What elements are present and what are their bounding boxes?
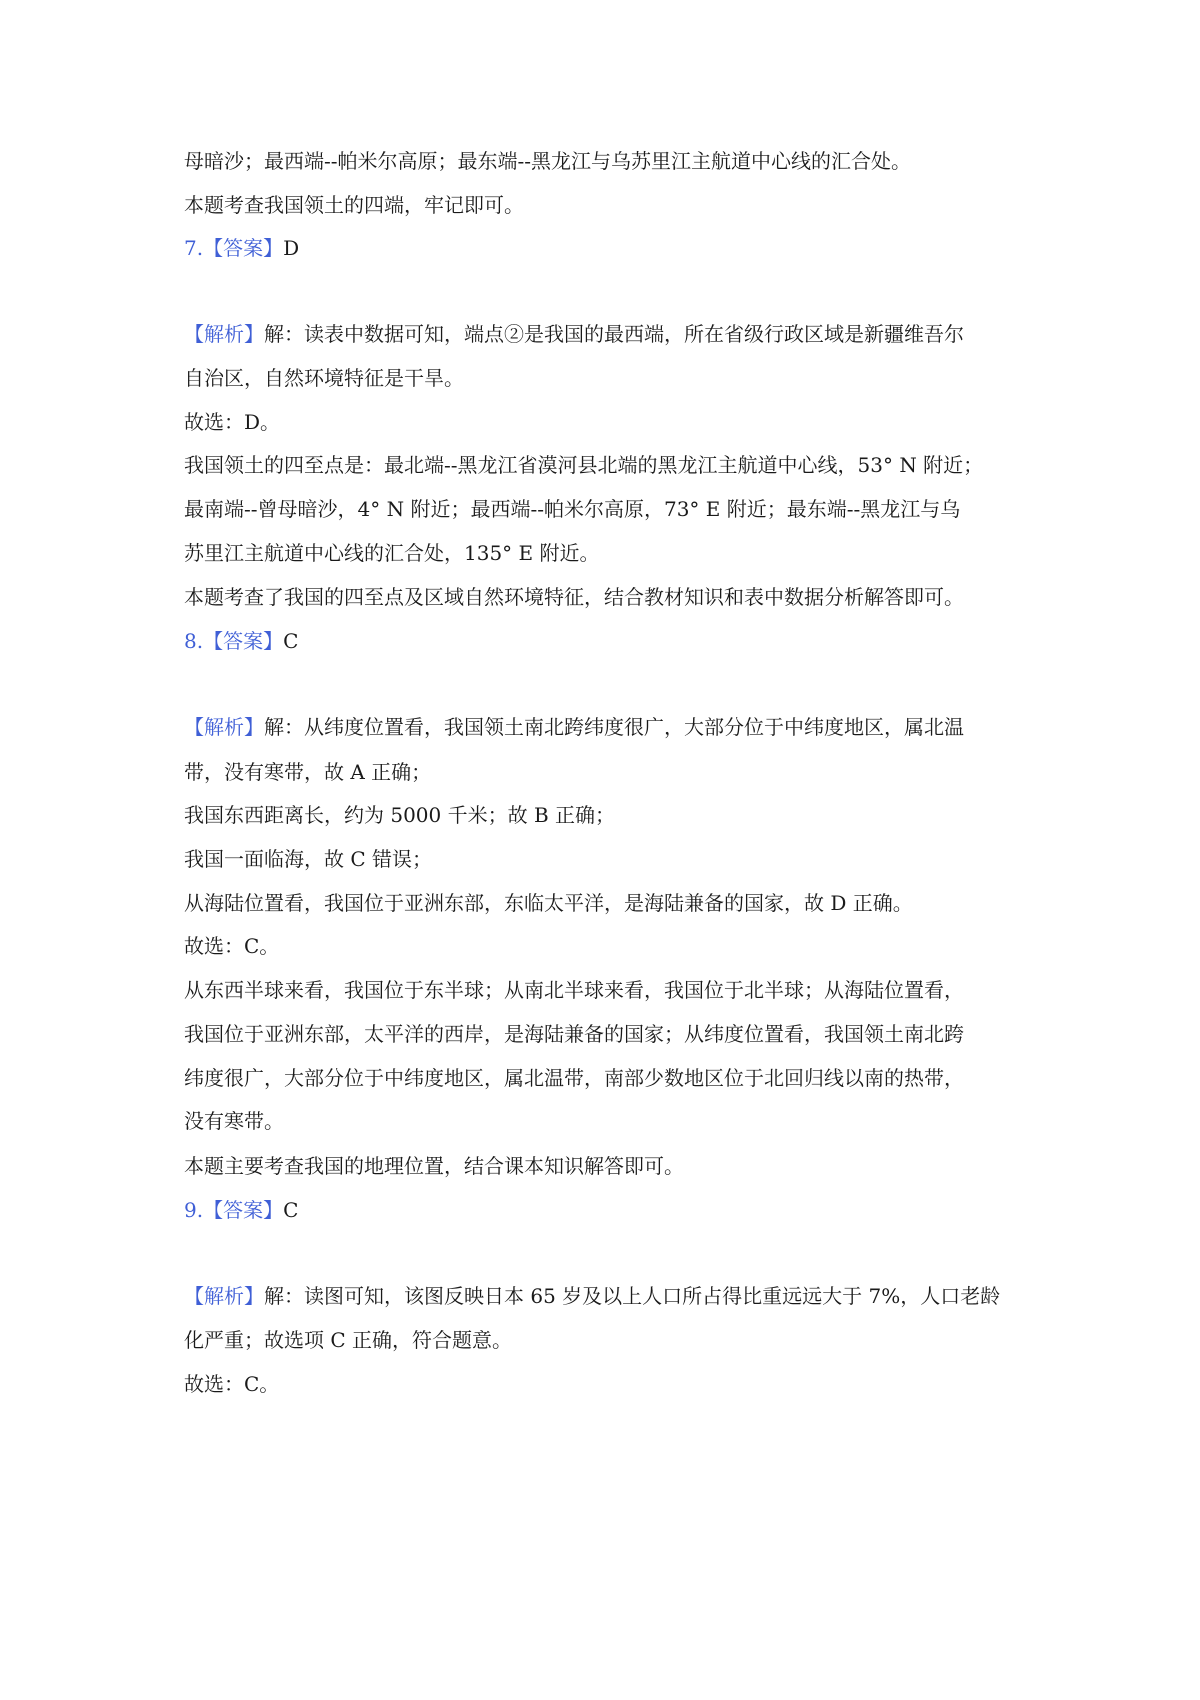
text-line: 我国领土的四至点是：最北端--黑龙江省漠河县北端的黑龙江主航道中心线，53° N 附近； (184, 453, 984, 477)
text-line: 从海陆位置看，我国位于亚洲东部，东临太平洋，是海陆兼备的国家，故 D 正确。 (184, 891, 913, 915)
text-line: 我国东西距离长，约为 5000 千米；故 B 正确； (184, 803, 616, 827)
analysis-text: 解：读表中数据可知，端点②是我国的最西端，所在省级行政区域是新疆维吾尔 (264, 322, 964, 346)
answer-value: C (283, 1198, 299, 1222)
answer-tag: 【答案】 (203, 629, 284, 653)
text-line: 最南端--曾母暗沙，4° N 附近；最西端--帕米尔高原，73° E 附近；最东端--黑龙江与乌 (184, 497, 961, 521)
question-number: 7. (184, 236, 204, 260)
analysis-tag: 【解析】 (184, 715, 264, 739)
answer-value: D (283, 236, 300, 260)
answer-tag: 【答案】 (203, 1198, 284, 1222)
analysis-tag: 【解析】 (184, 322, 264, 346)
text-line: 母暗沙；最西端--帕米尔高原；最东端--黑龙江与乌苏里江主航道中心线的汇合处。 (184, 149, 912, 173)
text-line: 没有寒带。 (184, 1109, 284, 1133)
text-line: 从东西半球来看，我国位于东半球；从南北半球来看，我国位于北半球；从海陆位置看， (184, 978, 964, 1002)
text-line: 苏里江主航道中心线的汇合处，135° E 附近。 (184, 541, 600, 565)
text-line: 带，没有寒带，故 A 正确； (184, 760, 432, 784)
text-line: 故选：D。 (184, 410, 281, 434)
question-9-answer (184, 1196, 1044, 1224)
answer-tag: 【答案】 (203, 236, 284, 260)
text-line: 本题考查了我国的四至点及区域自然环境特征，结合教材知识和表中数据分析解答即可。 (184, 585, 964, 609)
analysis-text: 解：读图可知，该图反映日本 65 岁及以上人口所占得比重远远大于 7%，人口老龄 (264, 1284, 1001, 1308)
text-line: 本题主要考查我国的地理位置，结合课本知识解答即可。 (184, 1154, 684, 1178)
question-7-answer (184, 234, 1044, 262)
text-line: 纬度很广，大部分位于中纬度地区，属北温带，南部少数地区位于北回归线以南的热带， (184, 1066, 964, 1090)
text-line: 故选：C。 (184, 1372, 280, 1396)
text-line: 故选：C。 (184, 934, 280, 958)
text-line: 自治区，自然环境特征是干旱。 (184, 366, 464, 390)
analysis-line (184, 1282, 1044, 1310)
text-line: 本题考查我国领土的四端，牢记即可。 (184, 193, 524, 217)
analysis-tag: 【解析】 (184, 1284, 264, 1308)
question-8-answer (184, 627, 1044, 655)
analysis-text: 解：从纬度位置看，我国领土南北跨纬度很广，大部分位于中纬度地区，属北温 (264, 715, 964, 739)
question-number: 8. (184, 629, 204, 653)
text-line: 我国一面临海，故 C 错误； (184, 847, 433, 871)
analysis-line (184, 320, 1044, 348)
analysis-line (184, 713, 1044, 741)
text-line: 我国位于亚洲东部，太平洋的西岸，是海陆兼备的国家；从纬度位置看，我国领土南北跨 (184, 1022, 964, 1046)
answer-value: C (283, 629, 299, 653)
question-number: 9. (184, 1198, 204, 1222)
text-line: 化严重；故选项 C 正确，符合题意。 (184, 1328, 513, 1352)
